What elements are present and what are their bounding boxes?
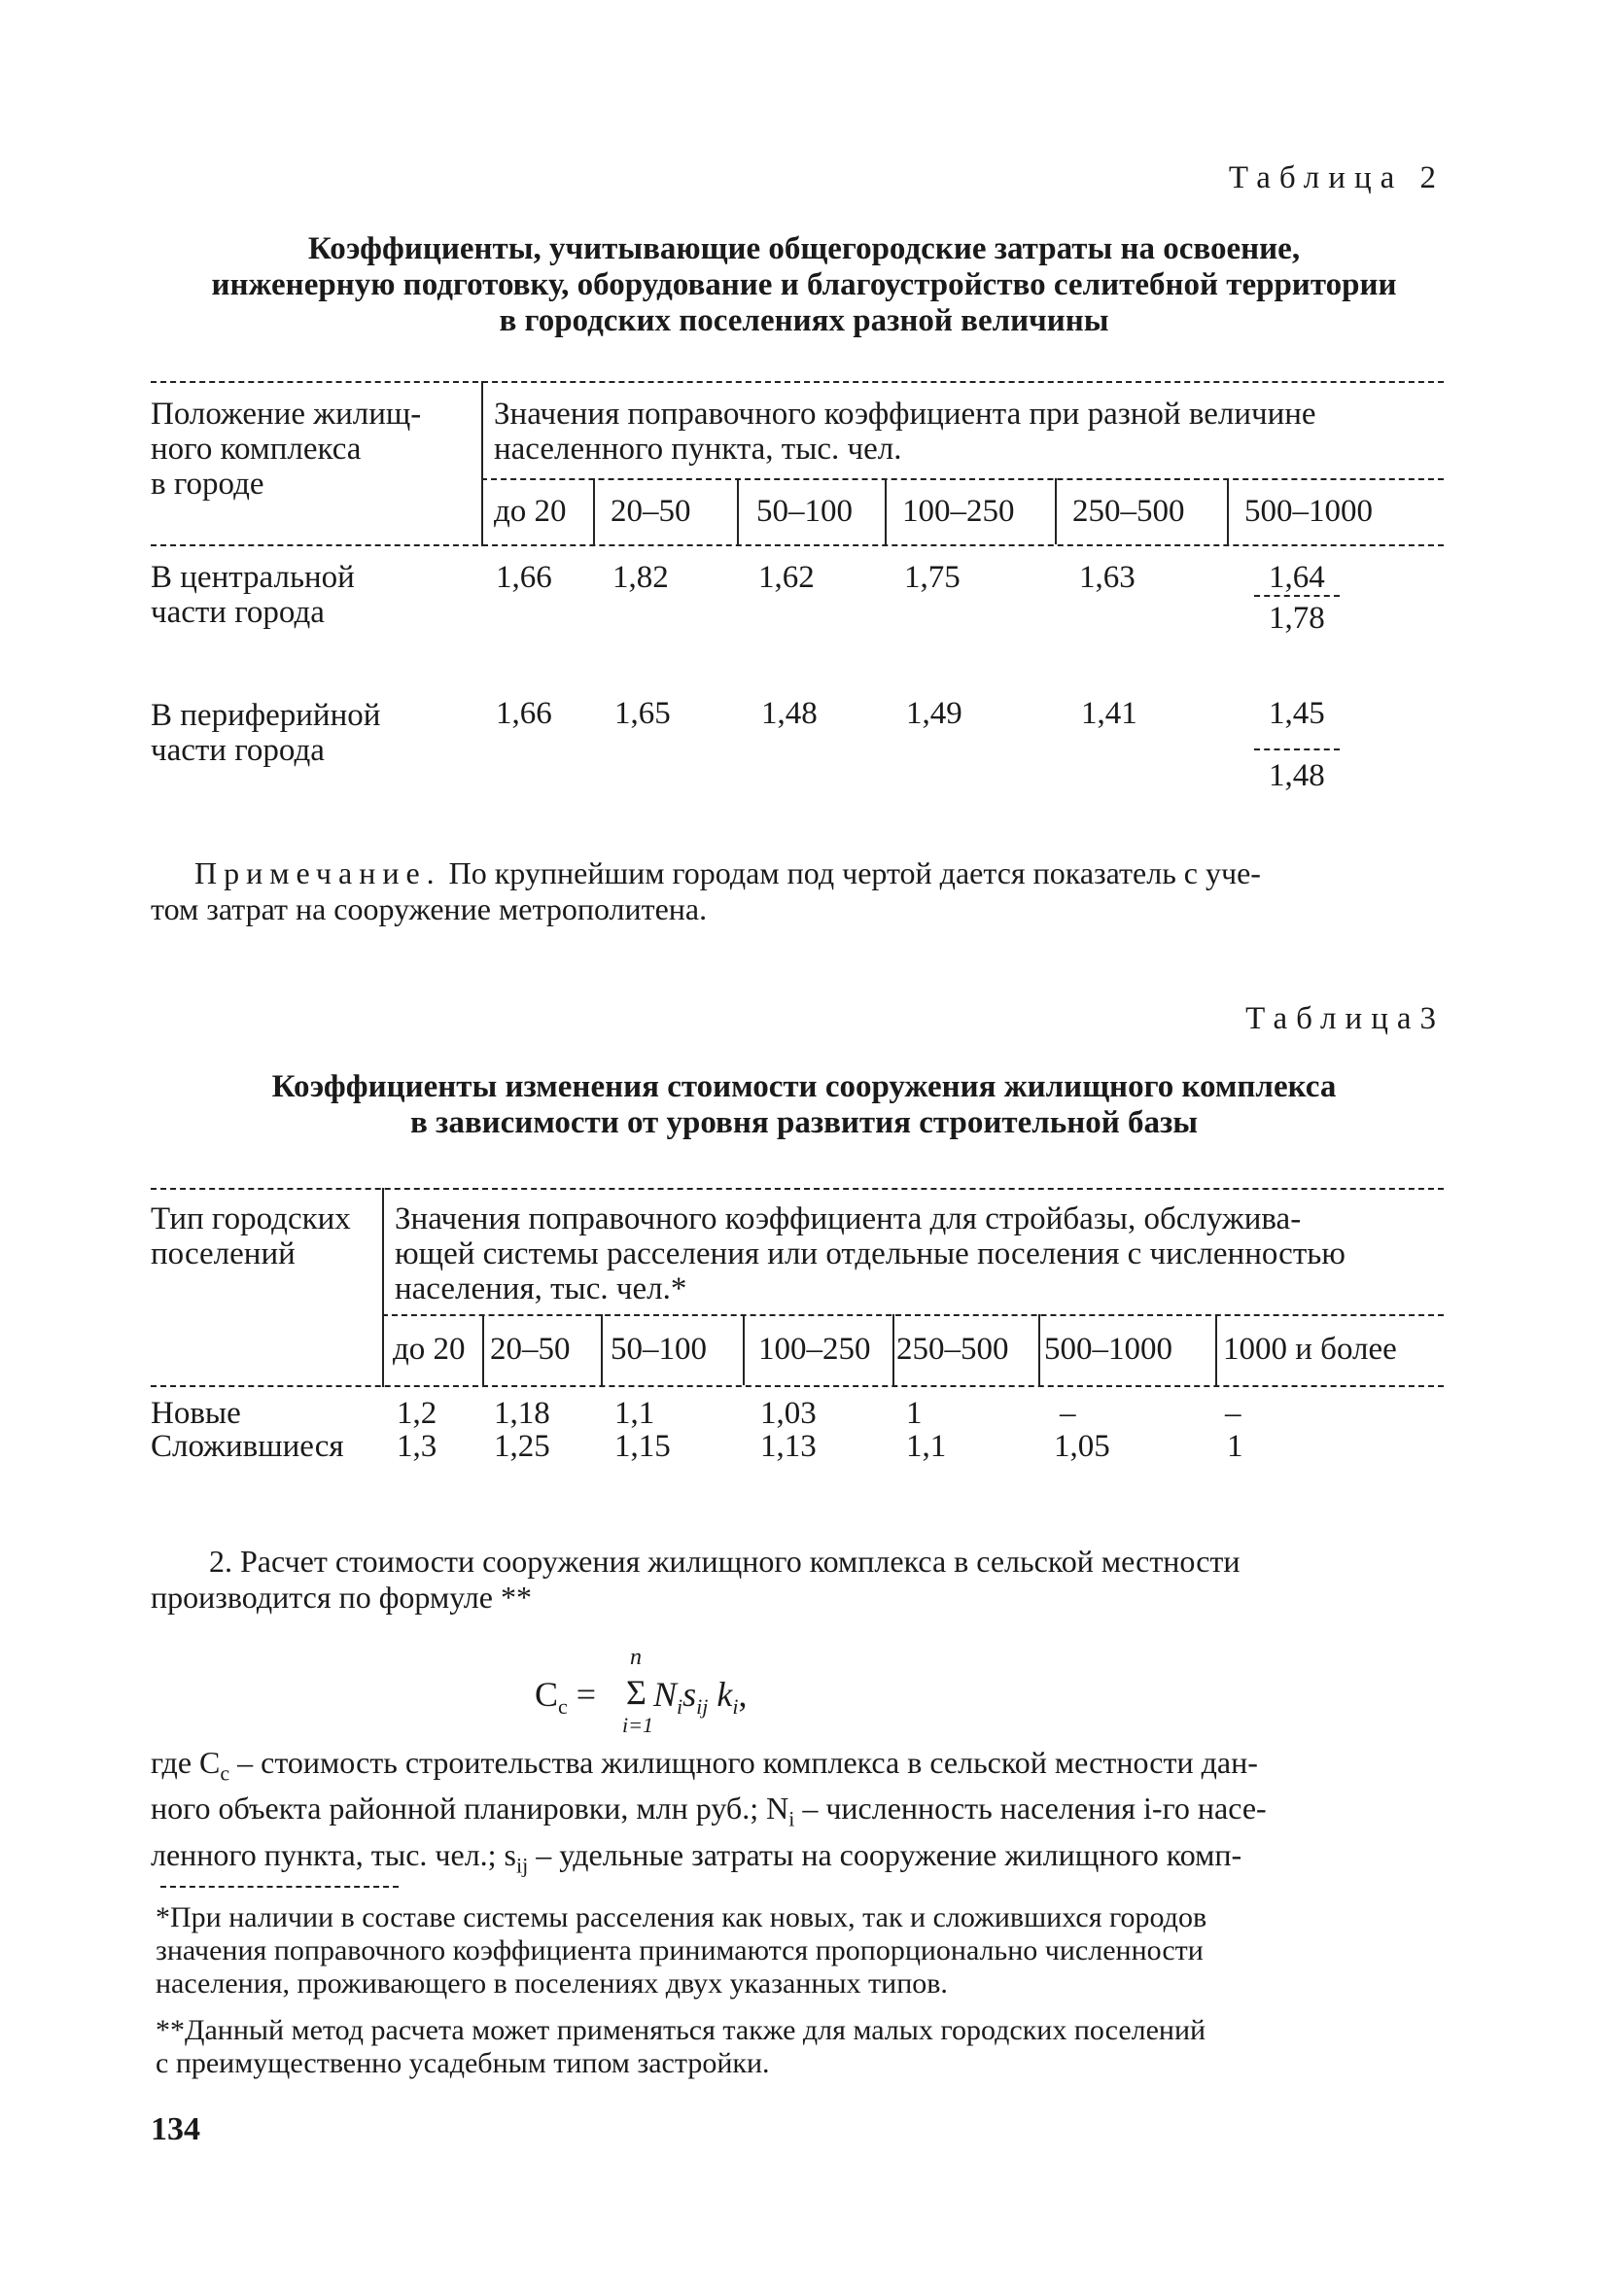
table3-cell: 1,1: [906, 1429, 947, 1464]
table3-col-divider: [601, 1314, 603, 1385]
where-text: ного объекта районной планировки, млн руб.; N: [151, 1791, 789, 1826]
where-text: ленного пункта, тыс. чел.; s: [151, 1836, 516, 1872]
where-sub: i: [788, 1806, 795, 1831]
table2-row-label-line: В периферийной: [151, 698, 381, 733]
table2-cell: 1,62: [758, 560, 815, 595]
table2-row-header: [151, 397, 421, 502]
table2-note: [151, 855, 1444, 927]
table2-row-label-line: части города: [151, 733, 325, 768]
note-text: По крупнейшим городам под чертой дается показатель с уче-: [440, 855, 1261, 890]
where-sub: ij: [516, 1853, 529, 1878]
table2-cell: 1,75: [904, 560, 961, 595]
formula-sigma: Σ: [626, 1673, 647, 1712]
table2-header-divider: [481, 381, 483, 546]
table2-row-label: [151, 560, 355, 630]
table2-row-label-line: части города: [151, 595, 325, 630]
table3-group-header: [395, 1201, 1445, 1306]
where-line: [151, 1791, 1444, 1836]
table2-row-header-line: Положение жилищ-: [151, 397, 422, 432]
table2-cell-metro: 1,78: [1269, 601, 1325, 636]
table3-row-header-line: Тип городских: [151, 1201, 351, 1236]
table3-col-divider: [743, 1314, 745, 1385]
table2-title: [126, 231, 1482, 339]
table2-col-divider: [737, 478, 739, 544]
table3-cell: 1,18: [494, 1396, 550, 1431]
table2-cell: 1,48: [761, 696, 818, 731]
table3-cell: 1,13: [760, 1429, 817, 1464]
table3-row-label: Сложившиеся: [151, 1429, 344, 1464]
table3-group-header-line: Значения поправочного коэффициента для стройбазы, обслужива-: [395, 1201, 1302, 1236]
table2-col-divider: [1055, 478, 1057, 544]
table2-cell: 1,41: [1081, 696, 1137, 731]
table3-cell: 1: [906, 1396, 923, 1431]
table2-col-divider: [1227, 478, 1229, 544]
table3-row-header: [151, 1201, 351, 1271]
formula-lhs-symbol: C: [535, 1675, 559, 1714]
where-text: где C: [151, 1745, 221, 1780]
table3-group-header-line: ющей системы расселения или отдельные поселения с численностью: [395, 1236, 1346, 1271]
table3-col-header: до 20: [393, 1332, 466, 1367]
table3-row-label: Новые: [151, 1396, 241, 1431]
table3-col-header: 100–250: [758, 1332, 871, 1367]
formula-n: N: [653, 1675, 678, 1714]
table2-header-bottom-rule: [151, 544, 1444, 546]
section2-intro: [151, 1544, 1444, 1616]
where-line: [151, 1837, 1444, 1883]
footnote-line: **Данный метод расчета может применяться также для малых городских поселений: [156, 2014, 1206, 2046]
formula-lhs-sub: c: [558, 1694, 568, 1720]
table2-col-header: 500–1000: [1244, 494, 1373, 529]
formula-body: [653, 1674, 748, 1720]
footnote-rule: [160, 1886, 399, 1888]
table3-top-rule: [151, 1188, 1444, 1190]
table2-cell-metro: 1,48: [1269, 758, 1325, 793]
table2-cell: 1,65: [614, 696, 671, 731]
table2-row-label-line: В центральной: [151, 560, 355, 595]
formula: [535, 1645, 924, 1742]
table3-col-header: 250–500: [896, 1332, 1009, 1367]
table3-col-header: 50–100: [611, 1332, 707, 1367]
table3-header-divider: [382, 1188, 384, 1387]
table2-row-header-line: ного комплекса: [151, 432, 362, 467]
note-label: Примечание.: [194, 855, 441, 890]
table3-cell: 1,25: [494, 1429, 550, 1464]
formula-lhs: [535, 1674, 596, 1720]
formula-upper: n: [630, 1645, 642, 1670]
section2-line: производится по формуле **: [151, 1580, 532, 1615]
table3-title-line: в зависимости от уровня развития строительной базы: [409, 1105, 1198, 1140]
table3-col-header: 500–1000: [1044, 1332, 1172, 1367]
where-text: – удельные затраты на сооружение жилищного комп-: [528, 1836, 1242, 1872]
table2-col-header: 20–50: [611, 494, 691, 529]
formula-end: ,: [738, 1675, 748, 1714]
table2-caption: Таблица 2: [1228, 160, 1445, 195]
footnote-line: *При наличии в составе системы расселения как новых, так и сложившихся городов: [156, 1901, 1207, 1933]
table3-cell: –: [1225, 1396, 1241, 1431]
table2-col-divider: [593, 478, 595, 544]
formula-s: s: [682, 1675, 697, 1714]
table3-title-line: Коэффициенты изменения стоимости сооружения жилищного комплекса: [271, 1069, 1337, 1104]
table2-cell: 1,49: [906, 696, 962, 731]
where-text: – численность населения i-го насе-: [794, 1791, 1267, 1826]
table2-metro-rule: [1254, 595, 1340, 597]
table3-cell: 1: [1227, 1429, 1243, 1464]
table3-cell: 1,05: [1054, 1429, 1110, 1464]
table3-cell: 1,3: [397, 1429, 437, 1464]
table2-cell: 1,45: [1269, 696, 1325, 731]
footnote-line: значения поправочного коэффициента принимаются пропорционально численности: [156, 1934, 1204, 1966]
where-text: – стоимость строительства жилищного комплекса в сельской местности дан-: [229, 1745, 1258, 1780]
footnote-line: с преимущественно усадебным типом застройки.: [156, 2047, 770, 2079]
table2-col-header: 100–250: [902, 494, 1015, 529]
table3-col-divider: [1038, 1314, 1040, 1385]
table3-col-header: 20–50: [490, 1332, 571, 1367]
formula-k: k: [717, 1675, 733, 1714]
table3-col-divider: [892, 1314, 894, 1385]
table3-col-header: 1000 и более: [1223, 1332, 1397, 1367]
table2-cell: 1,66: [496, 696, 552, 731]
table2-cell: 1,63: [1079, 560, 1136, 595]
footnote-1: [156, 1901, 1444, 2000]
formula-k-sub: i: [732, 1694, 739, 1720]
table3-header-bottom-rule: [151, 1385, 1444, 1387]
table3-col-divider: [482, 1314, 484, 1385]
table3-cell: 1,15: [614, 1429, 671, 1464]
page-number: 134: [151, 2111, 200, 2147]
table2-row-header-line: в городе: [151, 467, 264, 502]
table2-group-header: [494, 397, 1316, 467]
formula-s-sub: ij: [696, 1694, 709, 1720]
table3-cell: 1,03: [760, 1396, 817, 1431]
table2-title-line: Коэффициенты, учитывающие общегородские затраты на освоение,: [307, 231, 1301, 266]
table2-row-label: [151, 698, 380, 768]
table2-subheader-rule: [481, 478, 1444, 480]
table3-group-header-line: населения, тыс. чел.*: [395, 1271, 687, 1306]
table2-group-header-line: Значения поправочного коэффициента при разной величине: [494, 397, 1316, 432]
formula-lower: i=1: [622, 1713, 653, 1737]
formula-n-sub: i: [677, 1694, 683, 1720]
table3-subheader-rule: [382, 1314, 1444, 1316]
table3-col-divider: [1215, 1314, 1217, 1385]
table2-col-divider: [885, 478, 887, 544]
formula-eq: =: [567, 1675, 597, 1714]
table2-cell: 1,82: [612, 560, 669, 595]
table2-cell: 1,66: [496, 560, 552, 595]
footnote-line: населения, проживающего в поселениях двух указанных типов.: [156, 1967, 948, 2000]
table2-col-header: 50–100: [756, 494, 853, 529]
table2-title-line: инженерную подготовку, оборудование и благоустройство селитебной территории: [211, 267, 1397, 302]
table2-col-header: до 20: [494, 494, 567, 529]
table2-col-header: 250–500: [1072, 494, 1185, 529]
where-sub: с: [220, 1760, 230, 1786]
note-text-line2: том затрат на сооружение метрополитена.: [151, 891, 708, 926]
table3-cell: –: [1060, 1396, 1076, 1431]
table2-group-header-line: населенного пункта, тыс. чел.: [494, 432, 902, 467]
table3-cell: 1,1: [614, 1396, 655, 1431]
section2-where: [151, 1745, 1444, 1883]
table3-caption: Таблица3: [1245, 1001, 1445, 1036]
table2-cell: 1,64: [1269, 560, 1325, 595]
table3-title: [126, 1069, 1482, 1141]
table2-metro-rule: [1254, 748, 1340, 750]
footnote-2: [156, 2014, 1444, 2080]
where-line: [151, 1745, 1444, 1791]
table2-top-rule: [151, 381, 1444, 383]
table3-cell: 1,2: [397, 1396, 437, 1431]
section2-line: 2. Расчет стоимости сооружения жилищного комплекса в сельской местности: [209, 1544, 1241, 1579]
table2-title-line: в городских поселениях разной величины: [499, 303, 1109, 338]
table3-row-header-line: поселений: [151, 1236, 296, 1271]
